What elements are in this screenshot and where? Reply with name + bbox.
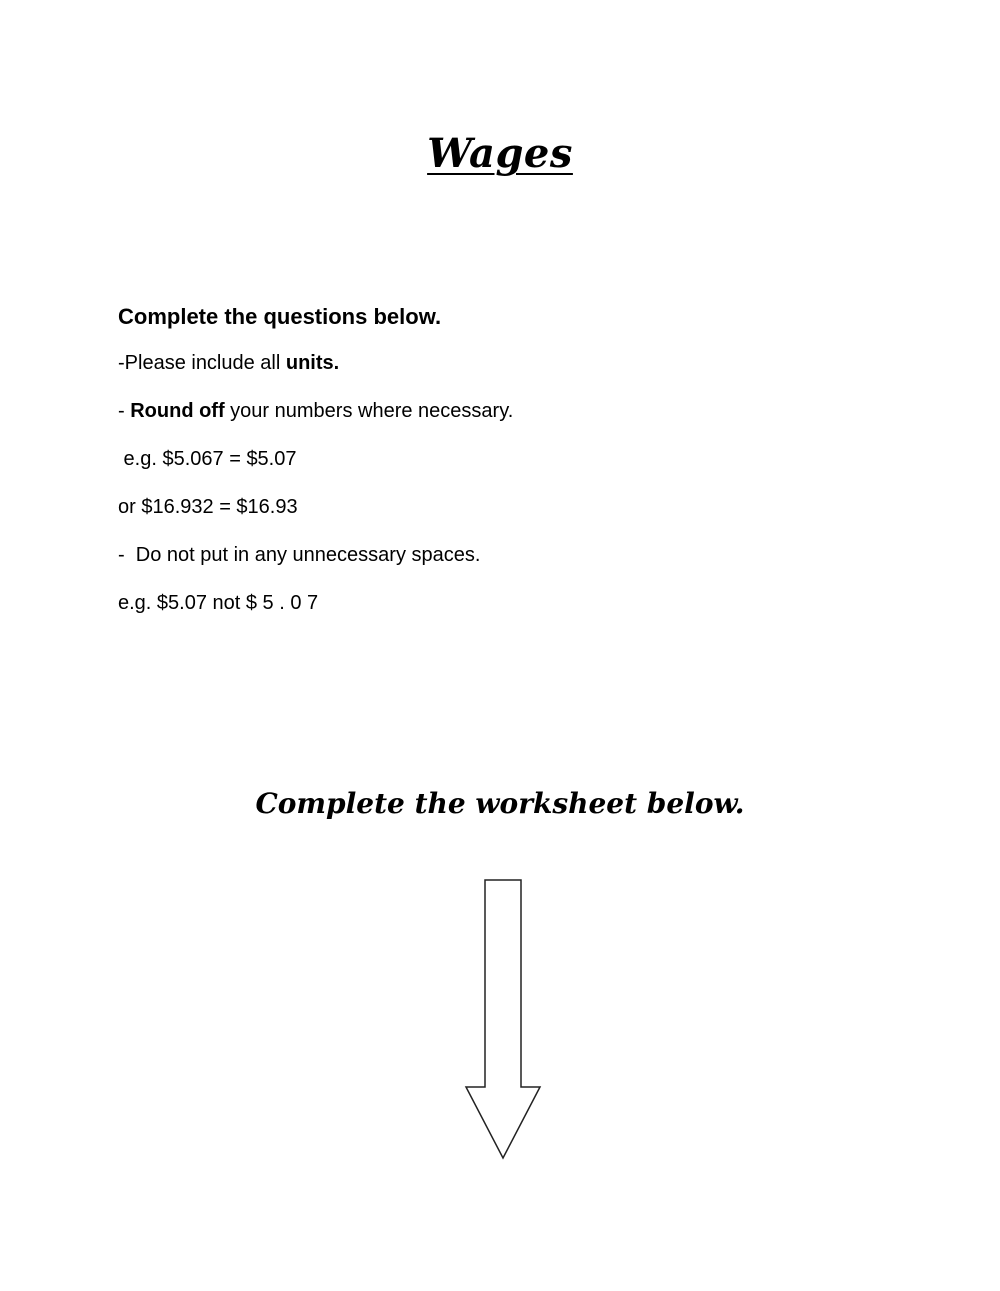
instructions-heading: Complete the questions below.: [118, 304, 442, 329]
page-title: Wages: [427, 130, 573, 177]
worksheet-prompt: Complete the worksheet below.: [255, 787, 745, 820]
instruction-no-spaces: - Do not put in any unnecessary spaces.: [118, 544, 481, 566]
instructions-block: [118, 300, 878, 637]
instruction-example-1: e.g. $5.067 = $5.07: [118, 448, 297, 470]
instruction-example-3: e.g. $5.07 not $ 5 . 0 7: [118, 592, 319, 614]
instruction-text: -: [118, 400, 131, 422]
instruction-emphasis: Round off: [130, 400, 225, 422]
instruction-text: -Please include all: [118, 352, 286, 374]
down-arrow-icon: [464, 878, 542, 1160]
instruction-example-2: or $16.932 = $16.93: [118, 496, 298, 518]
instruction-emphasis: units.: [285, 352, 340, 374]
instruction-text: your numbers where necessary.: [224, 400, 514, 422]
instruction-include-units: [118, 349, 878, 377]
instruction-round-off: [118, 397, 878, 425]
